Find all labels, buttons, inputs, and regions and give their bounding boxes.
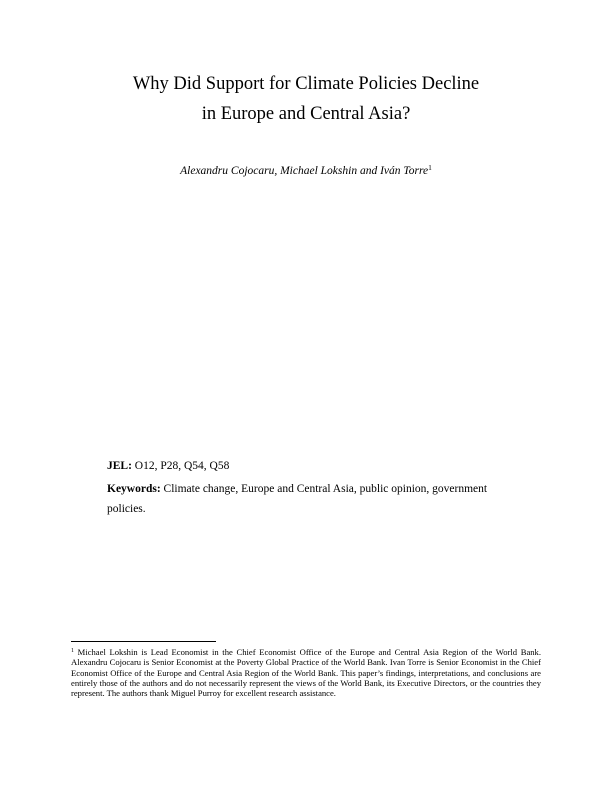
author-names: Alexandru Cojocaru, Michael Lokshin and Iván Torre [180,165,429,177]
footnote-marker: 1 [71,648,74,654]
footnote-text: Michael Lokshin is Lead Economist in the Chief Economist Office of the Europe and Central Asia Region of the World Bank. Alexandru Cojocaru is Senior Economist at the Poverty Global Practice of the World Bank. Ivan Torre is Senior Economist in the Chief Economist Office of the Europe and Central Asia Region of the World Bank. This paper’s findings, interpretations, and conclusions are entirely those of the authors and do not necessarily represent the views of the World Bank, its Executive Directors, or the countries they represent. The authors thank Miguel Purroy for excellent research assistance. [71,647,541,699]
paper-title-line-1: Why Did Support for Climate Policies Decline [132,74,480,94]
jel-label: JEL: [107,460,132,472]
author-footnote-marker: 1 [428,163,432,172]
paper-title-line-2: in Europe and Central Asia? [201,104,411,124]
keywords-line [107,479,507,519]
authors-line [0,163,612,179]
keywords-label: Keywords: [107,483,161,495]
keywords-text: Climate change, Europe and Central Asia, public opinion, government policies. [107,483,488,515]
jel-codes-line [107,458,507,475]
jel-codes: O12, P28, Q54, Q58 [134,460,230,472]
footnote-separator [71,641,216,642]
footnote [71,647,541,698]
